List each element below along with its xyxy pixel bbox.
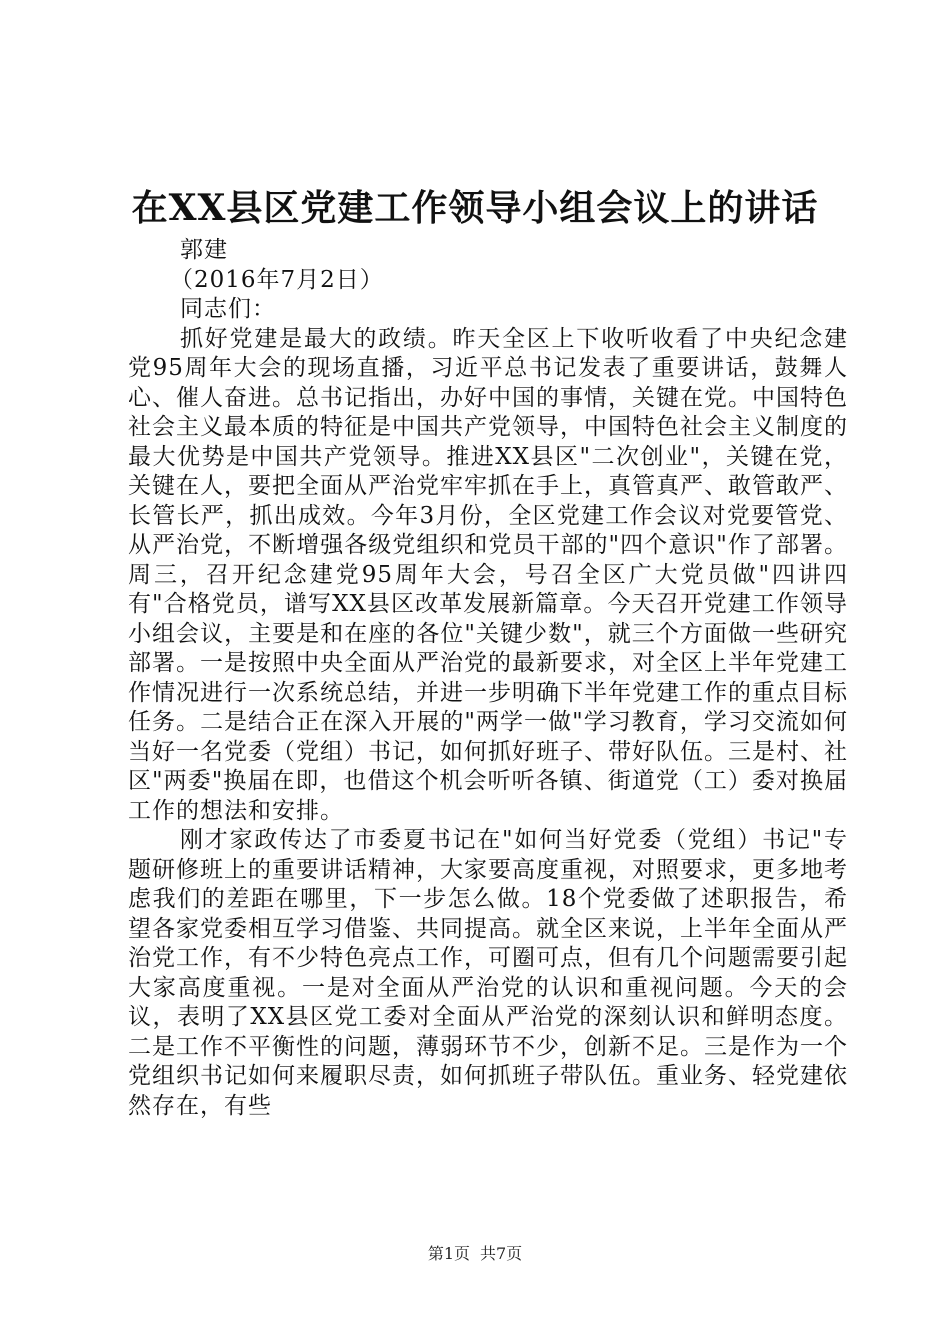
paragraph-1: 抓好党建是最大的政绩。昨天全区上下收听收看了中央纪念建党95周年大会的现场直播，习近平总书记发表了重要讲话，鼓舞人心、催人奋进。总书记指出，办好中国的事情，关键在党。中国特色社会主义最本质的特征是中国共产党领导，中国特色社会主义制度的最大优势是中国共产党领导。推进XX县区"二次创业"，关键在党，关键在人，要把全面从严治党牢牢抓在手上，真管真严、敢管敢严、长管长严，抓出成效。今年3月份，全区党建工作会议对党要管党、从严治党，不断增强各级党组织和党员干部的"四个意识"作了部署。周三，召开纪念建党95周年大会，号召全区广大党员做"四讲四有"合格党员，谱写XX县区改革发展新篇章。今天召开党建工作领导小组会议，主要是和在座的各位"关键少数"，就三个方面做一些研究部署。一是按照中央全面从严治党的最新要求，对全区上半年党建工作情况进行一次系统总结，并进一步明确下半年党建工作的重点目标任务。二是结合正在深入开展的"两学一做"学习教育，学习交流如何当好一名党委（党组）书记，如何抓好班子、带好队伍。三是村、社区"两委"换届在即，也借这个机会听听各镇、街道党（工）委对换届工作的想法和安排。 xyxy=(128,325,848,824)
paragraph-2: 刚才家政传达了市委夏书记在"如何当好党委（党组）书记"专题研修班上的重要讲话精神，大家要高度重视，对照要求，更多地考虑我们的差距在哪里，下一步怎么做。18个党委做了述职报告，希望各家党委相互学习借鉴、共同提高。就全区来说，上半年全面从严治党工作，有不少特色亮点工作，可圈可点，但有几个问题需要引起大家高度重视。一是对全面从严治党的认识和重视问题。今天的会议，表明了XX县区党工委对全面从严治党的深刻认识和鲜明态度。二是工作不平衡性的问题，薄弱环节不少，创新不足。三是作为一个党组织书记如何来履职尽责，如何抓班子带队伍。重业务、轻党建依然存在，有些 xyxy=(128,827,848,1119)
page-footer xyxy=(0,1243,950,1265)
author-line: 郭建 xyxy=(180,237,228,263)
salutation-line: 同志们： xyxy=(180,296,276,322)
document-body xyxy=(128,236,848,1121)
page-total: 共7页 xyxy=(480,1244,523,1263)
date-line: （2016年7月2日） xyxy=(170,266,384,293)
page-number: 第1页 xyxy=(427,1244,470,1263)
document-title: 在XX县区党建工作领导小组会议上的讲话 xyxy=(131,187,819,229)
